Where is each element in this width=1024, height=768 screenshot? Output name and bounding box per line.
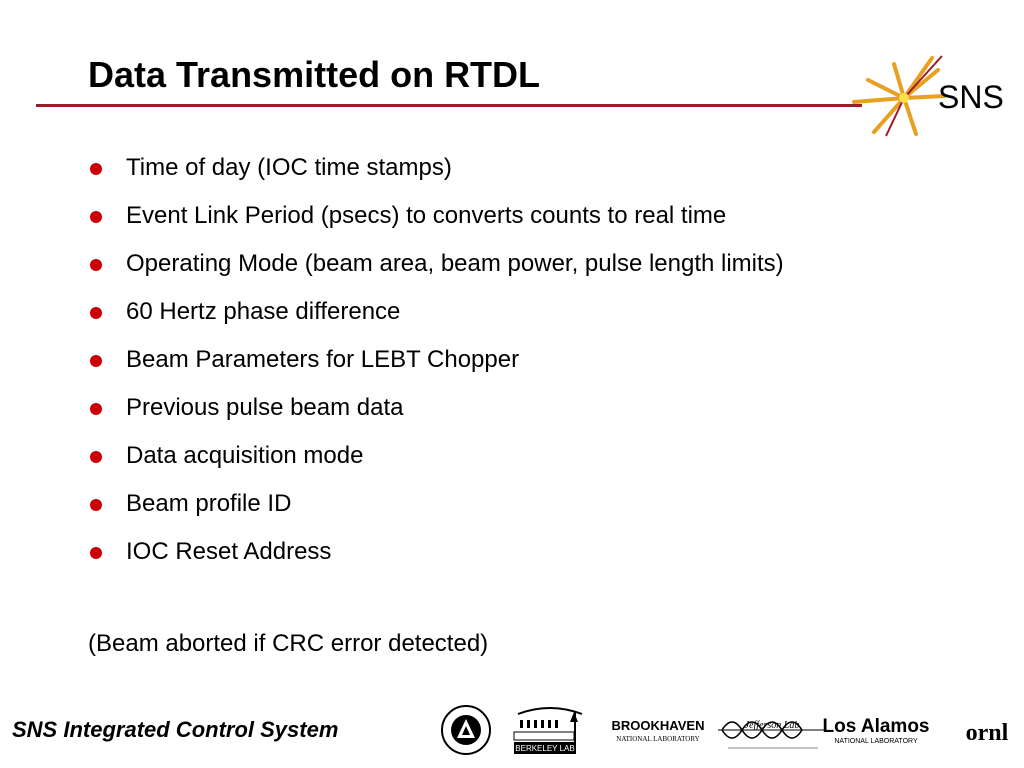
bullet-dot-icon: [90, 355, 102, 367]
jefferson-lab-logo: [718, 720, 826, 748]
list-item-text: Previous pulse beam data: [126, 394, 404, 421]
list-item-text: Data acquisition mode: [126, 442, 364, 469]
list-item: [88, 344, 784, 392]
bullet-dot-icon: [90, 307, 102, 319]
bullet-dot-icon: [90, 499, 102, 511]
los-alamos-logo: [823, 716, 930, 745]
brookhaven-name: BROOKHAVEN: [611, 718, 705, 733]
bullet-dot-icon: [90, 451, 102, 463]
list-item: [88, 200, 784, 248]
list-item-text: 60 Hertz phase difference: [126, 298, 401, 325]
list-item: [88, 248, 784, 296]
list-item-text: Beam Parameters for LEBT Chopper: [126, 346, 520, 373]
bullet-list: [88, 152, 784, 584]
list-item-text: IOC Reset Address: [126, 538, 332, 565]
los-alamos-name: Los Alamos: [822, 716, 930, 737]
partner-lab-logos: [440, 700, 1020, 762]
list-item: [88, 392, 784, 440]
list-item-text: Operating Mode (beam area, beam power, pulse length limits): [126, 250, 784, 277]
bullet-dot-icon: [90, 259, 102, 271]
list-item-text: Beam profile ID: [126, 490, 292, 517]
ornl-logo: [966, 720, 1009, 746]
los-alamos-sub: NATIONAL LABORATORY: [834, 738, 918, 745]
jefferson-lab-name: Jefferson Lab: [744, 720, 800, 731]
berkeley-lab-text: BERKELEY LAB: [515, 744, 575, 753]
footer-title: SNS Integrated Control System: [12, 717, 339, 742]
bullet-dot-icon: [90, 547, 102, 559]
sns-logo-text: SNS: [938, 79, 1004, 115]
brookhaven-sub: NATIONAL LABORATORY: [616, 735, 700, 743]
crc-note: (Beam aborted if CRC error detected): [88, 630, 489, 657]
brookhaven-logo: [612, 718, 705, 743]
bullet-dot-icon: [90, 163, 102, 175]
list-item: [88, 296, 784, 344]
ornl-name: ornl: [965, 720, 1009, 746]
slide-title: Data Transmitted on RTDL: [88, 54, 541, 95]
argonne-logo-icon: [442, 706, 490, 754]
list-item: [88, 536, 784, 584]
bullet-dot-icon: [90, 403, 102, 415]
list-item: [88, 440, 784, 488]
list-item: [88, 152, 784, 200]
list-item: [88, 488, 784, 536]
title-rule: [36, 104, 862, 107]
list-item-text: Event Link Period (psecs) to converts counts to real time: [126, 202, 727, 229]
bullet-dot-icon: [90, 211, 102, 223]
berkeley-lab-logo: [514, 708, 582, 754]
list-item-text: Time of day (IOC time stamps): [126, 154, 452, 181]
sns-logo: [846, 52, 1004, 138]
